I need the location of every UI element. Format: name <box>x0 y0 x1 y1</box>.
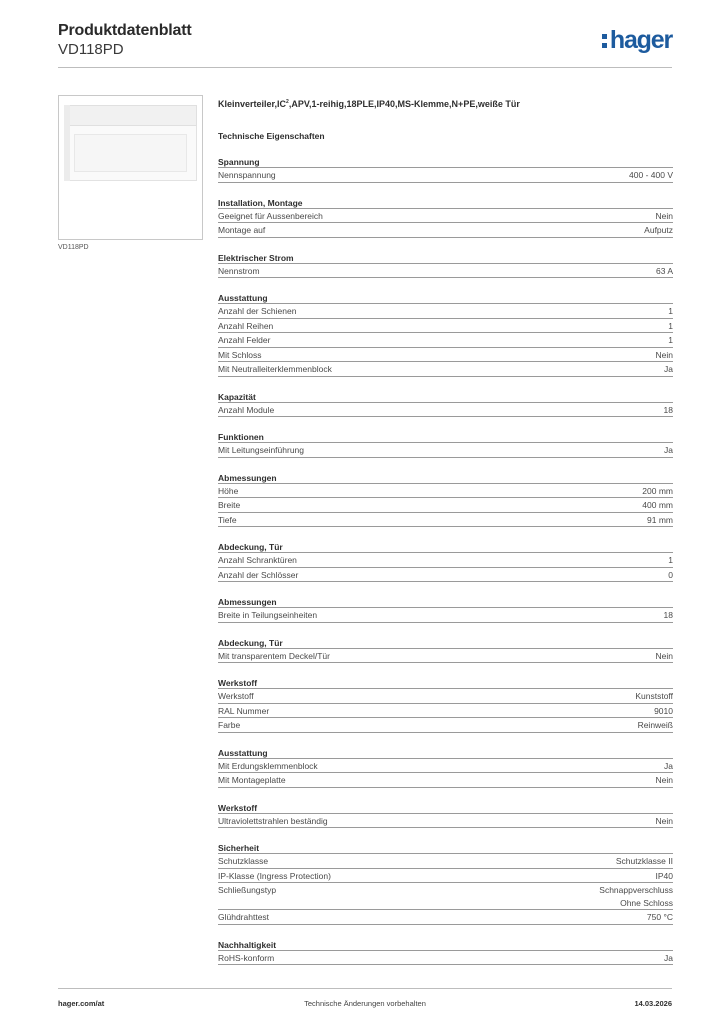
spec-value-line: 400 - 400 V <box>629 170 673 180</box>
footer-website-link[interactable]: hager.com/at <box>58 999 105 1008</box>
section-title: Abdeckung, Tür <box>218 637 673 649</box>
spec-value <box>635 690 673 703</box>
spec-value <box>664 444 673 457</box>
spec-value-line: Nein <box>655 650 673 661</box>
spec-value-line: Ja <box>664 760 673 771</box>
section-title: Abdeckung, Tür <box>218 541 673 553</box>
spec-label: Geeignet für Aussenbereich <box>218 210 323 221</box>
spec-row <box>218 773 673 788</box>
spec-value-line: 1 <box>668 555 673 565</box>
spec-label: Breite in Teilungseinheiten <box>218 610 318 620</box>
spec-value <box>629 169 673 182</box>
spec-value-line: 400 mm <box>642 500 673 510</box>
spec-label: Werkstoff <box>218 691 254 701</box>
spec-label: Höhe <box>218 485 239 496</box>
spec-value <box>638 719 673 732</box>
spec-value-line: Schnappverschluss <box>599 885 673 895</box>
page-footer <box>58 988 672 1012</box>
spec-value <box>599 884 673 909</box>
spec-value-line: 750 °C <box>646 912 673 922</box>
section-title: Nachhaltigkeit <box>218 939 673 951</box>
spec-section <box>218 637 673 664</box>
product-data <box>218 96 673 965</box>
spec-label: Montage auf <box>218 225 266 235</box>
spec-section <box>218 677 673 733</box>
section-title: Kapazität <box>218 391 673 403</box>
spec-label: Mit Montageplatte <box>218 775 286 785</box>
spec-row <box>218 484 673 499</box>
section-title: Abmessungen <box>218 596 673 608</box>
spec-value <box>664 609 673 622</box>
spec-label: Breite <box>218 500 241 510</box>
section-title: Ausstattung <box>218 292 673 304</box>
section-title: Werkstoff <box>218 802 673 814</box>
spec-row <box>218 883 673 910</box>
spec-value-line: 1 <box>668 306 673 316</box>
spec-row <box>218 443 673 458</box>
spec-section <box>218 747 673 788</box>
spec-value <box>647 911 673 924</box>
spec-value-line: Reinweiß <box>637 720 673 730</box>
spec-value-line: Ja <box>664 364 673 374</box>
spec-value <box>656 774 673 787</box>
spec-row <box>218 910 673 925</box>
spec-row <box>218 403 673 418</box>
section-title: Abmessungen <box>218 472 673 484</box>
spec-label: Farbe <box>218 720 241 730</box>
spec-value <box>664 363 673 376</box>
spec-value <box>656 815 673 828</box>
page-header <box>58 20 672 68</box>
spec-row <box>218 348 673 363</box>
spec-value <box>647 514 673 527</box>
spec-row <box>218 854 673 869</box>
spec-label: Anzahl Schranktüren <box>218 555 297 565</box>
section-title: Funktionen <box>218 431 673 443</box>
spec-section <box>218 156 673 183</box>
spec-label: Mit Erdungsklemmenblock <box>218 760 318 771</box>
spec-row <box>218 951 673 966</box>
spec-label: Anzahl Felder <box>218 335 271 345</box>
spec-row <box>218 304 673 319</box>
spec-value <box>668 569 673 582</box>
spec-row <box>218 223 673 238</box>
spec-row <box>218 553 673 568</box>
spec-value-line: 18 <box>663 404 673 415</box>
spec-value <box>656 650 673 663</box>
spec-row <box>218 568 673 583</box>
spec-value <box>654 705 673 718</box>
spec-value <box>668 554 673 567</box>
spec-value-line: 200 mm <box>642 485 673 496</box>
image-caption: VD118PD <box>58 244 89 251</box>
section-title: Ausstattung <box>218 747 673 759</box>
spec-row <box>218 608 673 623</box>
hager-logo[interactable] <box>602 26 672 55</box>
section-title: Werkstoff <box>218 677 673 689</box>
spec-value-line: 9010 <box>654 705 673 716</box>
spec-value <box>642 499 673 512</box>
spec-value <box>656 870 674 883</box>
spec-row <box>218 718 673 733</box>
spec-label: Schutzklasse <box>218 856 269 866</box>
product-reference: VD118PD <box>58 41 124 58</box>
spec-label: Anzahl der Schlösser <box>218 569 299 580</box>
spec-value-line: Nein <box>655 210 673 221</box>
spec-value-line: 1 <box>668 320 673 331</box>
spec-label: Anzahl Reihen <box>218 320 274 331</box>
spec-value <box>664 952 673 965</box>
spec-label: Tiefe <box>218 514 237 525</box>
spec-value <box>656 349 673 362</box>
spec-section <box>218 472 673 528</box>
spec-label: Schließungstyp <box>218 885 277 895</box>
spec-value <box>664 760 673 773</box>
product-title: $Kleinverteiler,IC^2,APV,1-reihig,18PLE,IP40,MS-Klemme,N+PE,weiße$ Tür <box>218 99 520 109</box>
technical-properties-heading: Technische Eigenschaften <box>218 131 325 141</box>
spec-section <box>218 541 673 582</box>
spec-label: Mit Schloss <box>218 349 262 360</box>
section-title: Sicherheit <box>218 842 673 854</box>
spec-value-line: 18 <box>663 610 673 620</box>
spec-value-line: Nein <box>655 349 673 360</box>
spec-section <box>218 431 673 458</box>
spec-value-line: Schutzklasse II <box>615 856 673 866</box>
spec-value-line: Nein <box>655 815 673 826</box>
spec-value <box>642 485 673 498</box>
spec-section <box>218 197 673 238</box>
spec-section <box>218 596 673 623</box>
section-title: Installation, Montage <box>218 197 673 209</box>
spec-label: Nennspannung <box>218 170 276 180</box>
spec-label: Mit Neutralleiterklemmenblock <box>218 364 332 374</box>
spec-label: Glühdrahttest <box>218 912 270 922</box>
spec-value-line: Nein <box>655 775 673 785</box>
spec-row <box>218 704 673 719</box>
enclosure-top <box>64 105 197 126</box>
spec-label: Ultraviolettstrahlen beständig <box>218 815 328 826</box>
spec-value <box>668 320 673 333</box>
spec-row <box>218 513 673 528</box>
spec-section <box>218 939 673 966</box>
footer-date: 14.03.2026 <box>634 999 672 1008</box>
product-image <box>58 95 203 240</box>
spec-section <box>218 802 673 829</box>
enclosure-side <box>64 105 70 181</box>
footer-disclaimer: Technische Änderungen vorbehalten <box>304 999 426 1008</box>
spec-label: IP-Klasse (Ingress Protection) <box>218 870 331 881</box>
spec-row <box>218 689 673 704</box>
spec-label: Mit Leitungseinführung <box>218 445 305 455</box>
spec-row <box>218 333 673 348</box>
spec-row <box>218 649 673 664</box>
spec-row <box>218 814 673 829</box>
spec-value <box>668 334 673 347</box>
spec-row <box>218 759 673 774</box>
spec-value <box>656 210 673 223</box>
spec-row <box>218 168 673 183</box>
spec-value-line: Ja <box>664 445 673 455</box>
spec-value-line: 63 A <box>655 265 673 276</box>
spec-row <box>218 264 673 279</box>
spec-label: Anzahl der Schienen <box>218 306 297 316</box>
spec-label: RoHS-konform <box>218 952 275 963</box>
enclosure-door <box>74 134 187 172</box>
spec-row <box>218 319 673 334</box>
spec-value-line: 91 mm <box>647 514 673 525</box>
logo-dots-icon <box>602 33 608 49</box>
document-title: Produktdatenblatt <box>58 22 192 39</box>
spec-value <box>668 305 673 318</box>
spec-value-line: 1 <box>668 335 673 345</box>
spec-row <box>218 209 673 224</box>
spec-row <box>218 869 673 884</box>
spec-value-line: IP40 <box>655 870 673 881</box>
spec-label: Anzahl Module <box>218 404 275 415</box>
spec-section <box>218 252 673 279</box>
spec-section <box>218 391 673 418</box>
spec-value-line: Ja <box>664 952 673 963</box>
spec-value-line: Ohne Schloss <box>620 897 673 908</box>
spec-value <box>656 265 673 278</box>
spec-value-line: 0 <box>668 569 673 580</box>
spec-label: Mit transparentem Deckel/Tür <box>218 650 330 661</box>
spec-value-line: Aufputz <box>644 225 673 235</box>
section-title: Spannung <box>218 156 673 168</box>
spec-section <box>218 292 673 377</box>
spec-row <box>218 498 673 513</box>
section-title: Elektrischer Strom <box>218 252 673 264</box>
spec-label: RAL Nummer <box>218 705 270 716</box>
spec-sections <box>218 156 673 965</box>
spec-value <box>616 855 673 868</box>
logo-text: hager <box>609 26 672 54</box>
spec-row <box>218 362 673 377</box>
spec-value-line: Kunststoff <box>635 691 673 701</box>
spec-section <box>218 842 673 925</box>
spec-value <box>664 404 673 417</box>
spec-value <box>644 224 673 237</box>
spec-label: Nennstrom <box>218 265 260 276</box>
